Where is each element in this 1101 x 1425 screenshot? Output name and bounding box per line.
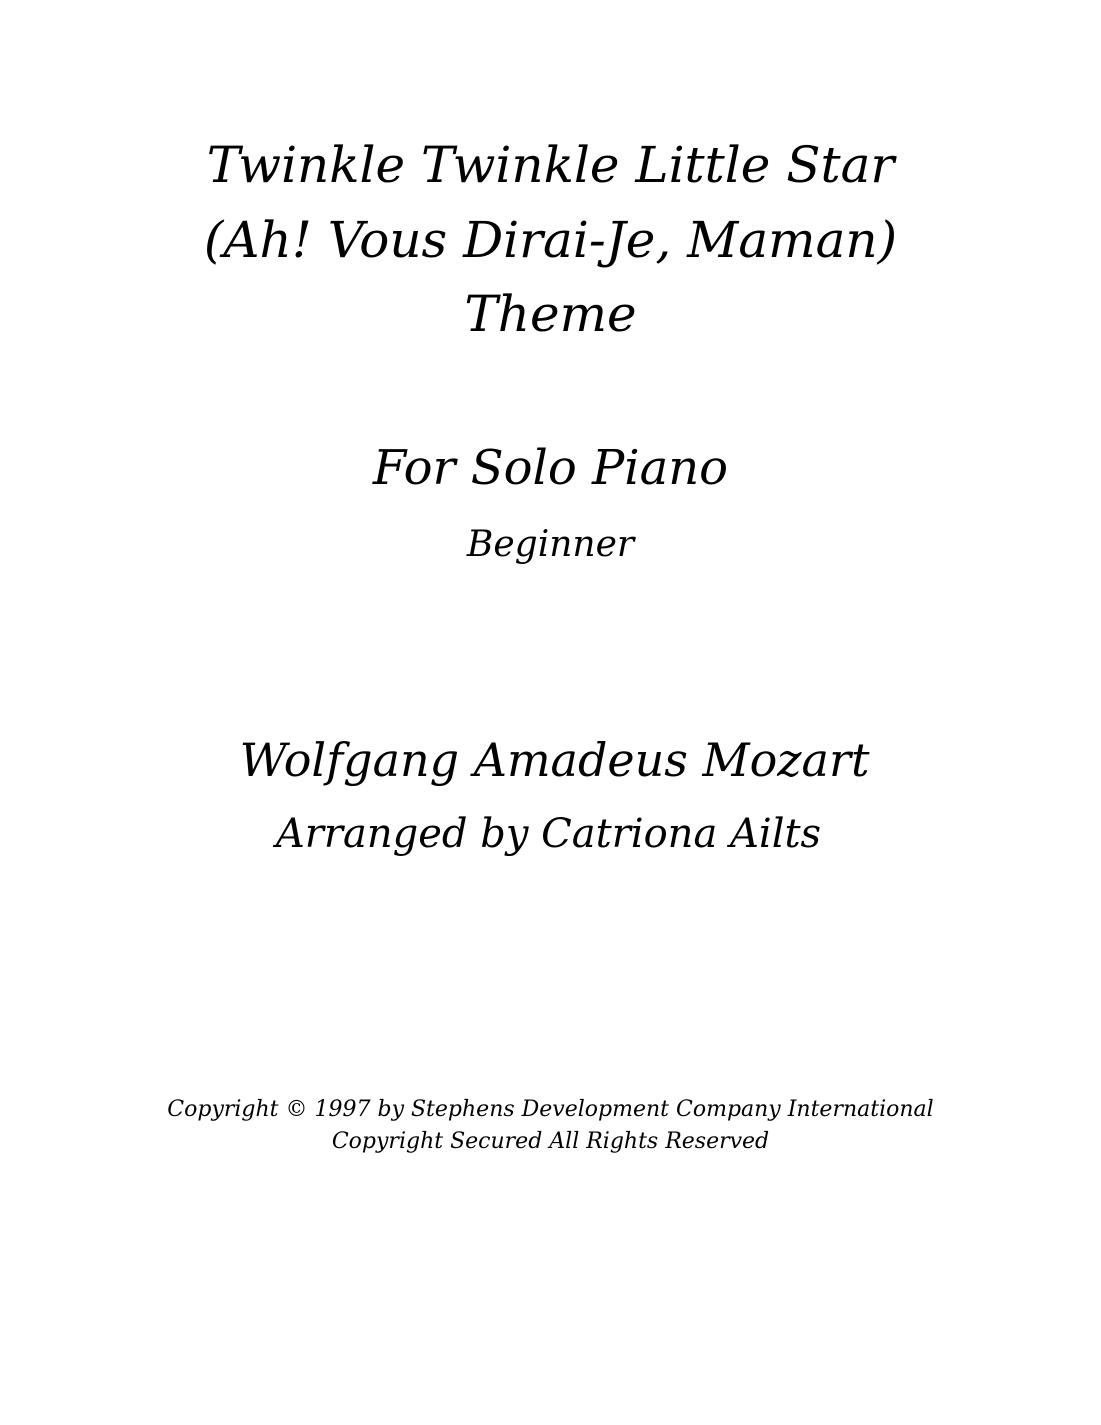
title-line-3: Theme — [464, 285, 637, 343]
difficulty-level: Beginner — [466, 524, 635, 565]
composer-name: Wolfgang Amadeus Mozart — [239, 733, 870, 787]
title-line-1: Twinkle Twinkle Little Star — [206, 136, 895, 194]
title-line-2: (Ah! Vous Dirai-Je, Maman) — [203, 211, 898, 269]
copyright-line-1: Copyright © 1997 by Stephens Development Company International — [167, 1097, 934, 1122]
instrumentation: For Solo Piano — [372, 440, 729, 496]
arranger-credit: Arranged by Catriona Ailts — [275, 811, 822, 857]
copyright-line-2: Copyright Secured All Rights Reserved — [331, 1129, 770, 1154]
